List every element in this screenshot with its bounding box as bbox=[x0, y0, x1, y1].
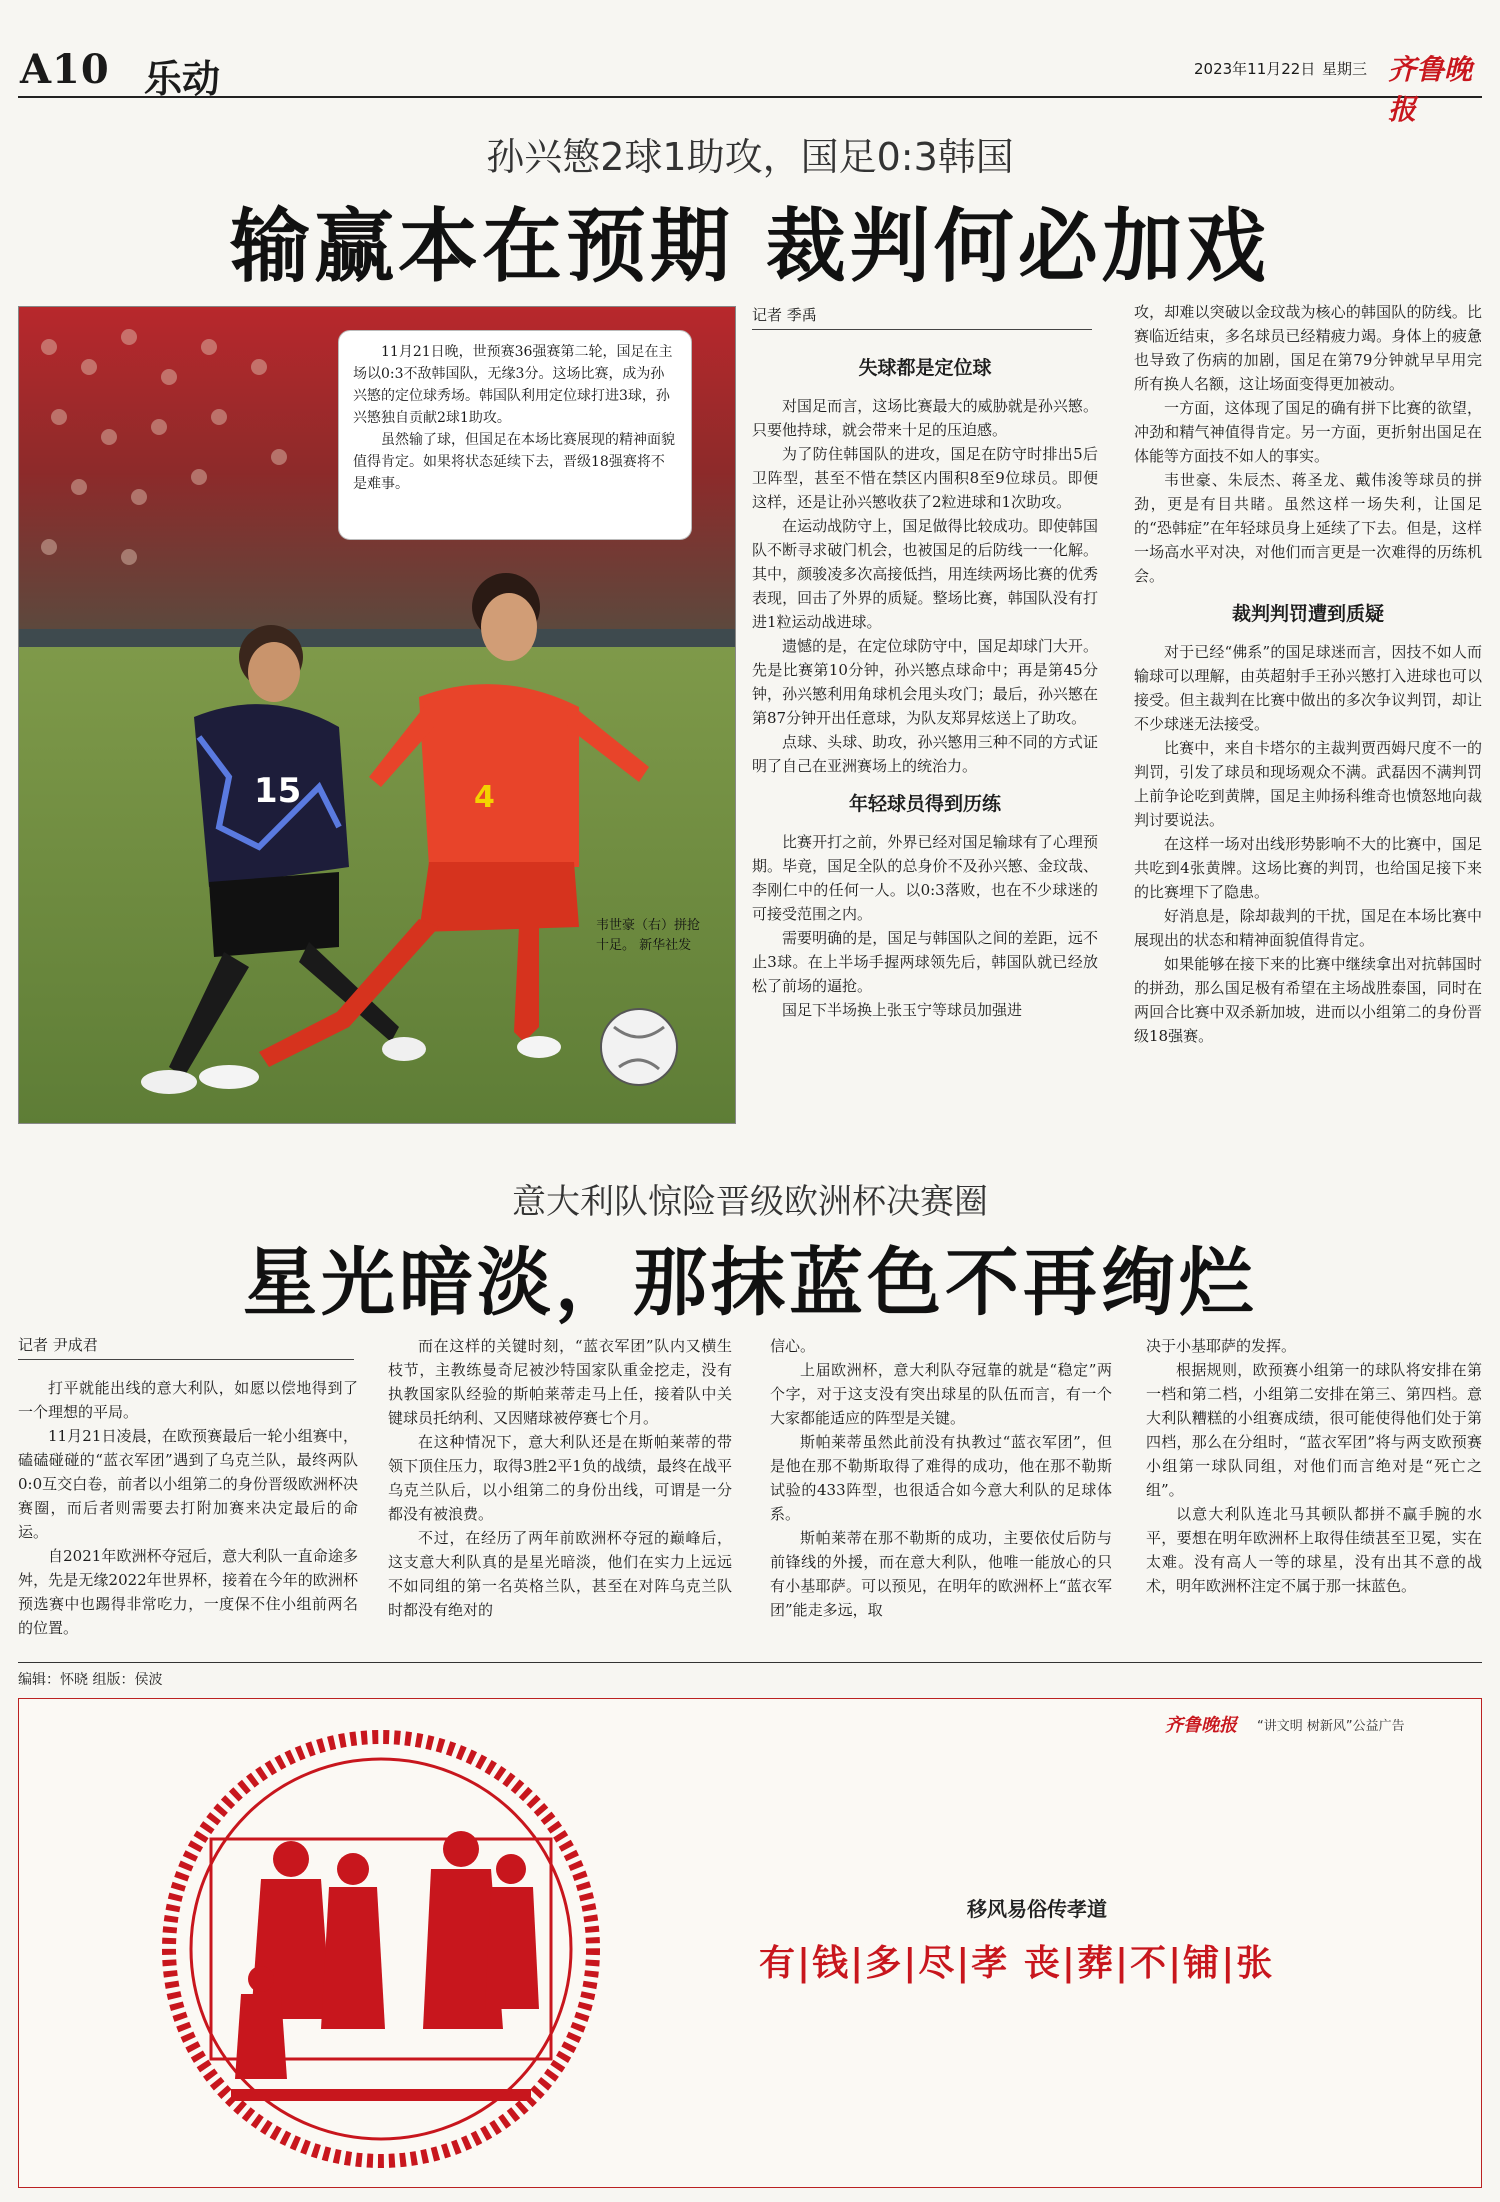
ad-tagline: “讲文明 树新风”公益广告 bbox=[1257, 1719, 1405, 1734]
article-paragraph: 不过，在经历了两年前欧洲杯夺冠的巅峰后，这支意大利队真的是星光暗淡，他们在实力上远远不如同组的第一名英格兰队，甚至在对阵乌克兰队时都没有绝对的 bbox=[388, 1529, 732, 1619]
story1-subhead: 孙兴慜2球1助攻，国足0:3韩国 bbox=[486, 135, 1014, 179]
article-paragraph: 需要明确的是，国足与韩国队之间的差距，远不止3球。在上半场手握两球领先后，韩国队就已经放松了前场的逼抢。 bbox=[752, 929, 1098, 995]
editor-credits: 编辑：怀晓 组版：侯波 bbox=[18, 1662, 1482, 1689]
masthead-logo: 齐鲁晚报 bbox=[1388, 53, 1473, 126]
article-paragraph: 打平就能出线的意大利队，如愿以偿地得到了一个理想的平局。 bbox=[18, 1379, 358, 1421]
issue-date: 2023年11月22日 bbox=[1194, 60, 1316, 78]
article-paragraph: 决于小基耶萨的发挥。 bbox=[1146, 1337, 1297, 1355]
ad-slogan: 有|钱|多|尽|孝 丧|葬|不|铺|张 bbox=[759, 1942, 1275, 1984]
ad-brand-logo: 齐鲁晚报 bbox=[1165, 1715, 1237, 1736]
article-paragraph: 在运动战防守上，国足做得比较成功。即使韩国队不断寻求破门机会，也被国足的后防线一一化解。其中，颜骏凌多次高接低挡，用连续两场比赛的优秀表现，回击了外界的质疑。整场比赛，韩国队没有打进1粒运动战进球。 bbox=[752, 517, 1098, 631]
article-paragraph: 韦世豪、朱辰杰、蒋圣龙、戴伟浚等球员的拼劲，更是有目共睹。虽然这样一场失利，让国足的“恐韩症”在年轻球员身上延续了下去。但是，这样一场高水平对决，对他们而言更是一次难得的历练机会。 bbox=[1134, 471, 1482, 585]
article-paragraph: 而在这样的关键时刻，“蓝衣军团”队内又横生枝节，主教练曼奇尼被沙特国家队重金挖走，没有执教国家队经验的斯帕莱蒂走马上任，接着队中关键球员托纳利、又因赌球被停赛七个月。 bbox=[388, 1337, 732, 1427]
article-paragraph: 好消息是，除却裁判的干扰，国足在本场比赛中展现出的状态和精神面貌值得肯定。 bbox=[1134, 907, 1482, 949]
story2-byline: 记者 尹成君 bbox=[18, 1334, 354, 1360]
article-paragraph: 上届欧洲杯，意大利队夺冠靠的就是“稳定”两个字，对于这支没有突出球星的队伍而言，有一个大家都能适应的阵型是关键。 bbox=[770, 1361, 1112, 1427]
article-paragraph: 以意大利队连北马其顿队都拼不赢手腕的水平，要想在明年欧洲杯上取得佳绩甚至卫冕，实在太难。没有高人一等的球星，没有出其不意的战术，明年欧洲杯注定不属于那一抹蓝色。 bbox=[1146, 1505, 1482, 1595]
section-heading: 裁判判罚遭到质疑 bbox=[1231, 603, 1384, 625]
story2-column-4 bbox=[1146, 1334, 1482, 1598]
article-paragraph: 遗憾的是，在定位球防守中，国足却球门大开。先是比赛第10分钟，孙兴慜点球命中；再是第45分钟，孙兴慜利用角球机会甩头攻门；最后，孙兴慜在第87分钟开出任意球，为队友郑昇炫送上了助攻。 bbox=[752, 637, 1098, 727]
svg-text:15: 15 bbox=[254, 771, 302, 811]
issue-weekday: 星期三 bbox=[1322, 60, 1368, 78]
story1-headline: 输赢本在预期 裁判何必加戏 bbox=[230, 199, 1270, 293]
page-number: A10 bbox=[20, 46, 110, 93]
photo-caption: 韦世豪（右）拼抢十足。 新华社发 bbox=[596, 918, 701, 953]
public-service-ad bbox=[18, 1698, 1482, 2188]
story2-column-3 bbox=[770, 1334, 1112, 1622]
article-paragraph: 国足下半场换上张玉宁等球员加强进 bbox=[782, 1001, 1023, 1019]
article-paragraph: 为了防住韩国队的进攻，国足在防守时排出5后卫阵型，甚至不惜在禁区内围积8至9位球员。即便这样，还是让孙兴慜收获了2粒进球和1次助攻。 bbox=[752, 445, 1098, 511]
article-paragraph: 比赛开打之前，外界已经对国足输球有了心理预期。毕竟，国足全队的总身价不及孙兴慜、金玟哉、李刚仁中的任何一人。以0:3落败，也在不少球迷的可接受范围之内。 bbox=[752, 833, 1098, 923]
story2-subhead: 意大利队惊险晋级欧洲杯决赛圈 bbox=[512, 1182, 988, 1222]
article-paragraph: 在这种情况下，意大利队还是在斯帕莱蒂的带领下顶住压力，取得3胜2平1负的战绩，最终在战平乌克兰队后，以小组第二的身份出线，可谓是一分都没有被浪费。 bbox=[388, 1433, 732, 1523]
summary-paragraph: 虽然输了球，但国足在本场比赛展现的精神面貌值得肯定。如果将状态延续下去，晋级18强赛将不是难事。 bbox=[353, 432, 675, 492]
article-paragraph: 如果能够在接下来的比赛中继续拿出对抗韩国时的拼劲，那么国足极有希望在主场战胜泰国，同时在两回合比赛中双杀新加坡，进而以小组第二的身份晋级18强赛。 bbox=[1134, 955, 1482, 1045]
story1-byline: 记者 季禹 bbox=[752, 304, 1092, 330]
papercut-family-illustration bbox=[141, 1729, 621, 2169]
section-name: 乐动 bbox=[144, 56, 221, 101]
section-heading: 年轻球员得到历练 bbox=[848, 793, 1001, 815]
story2-column-2 bbox=[388, 1334, 732, 1622]
article-paragraph: 斯帕莱蒂虽然此前没有执教过“蓝衣军团”，但是他在那不勒斯取得了难得的成功，他在那不勒斯试验的433阵型，也很适合如今意大利队的足球体系。 bbox=[770, 1433, 1112, 1523]
story1-column-1 bbox=[752, 342, 1098, 1022]
story2-column-1 bbox=[18, 1376, 358, 1640]
ad-title: 移风易俗传孝道 bbox=[967, 1897, 1107, 1921]
article-paragraph: 信心。 bbox=[770, 1337, 816, 1355]
article-paragraph: 比赛中，来自卡塔尔的主裁判贾西姆尺度不一的判罚，引发了球员和现场观众不满。武磊因不满判罚上前争论吃到黄牌，国足主帅扬科维奇也愤怒地向裁判讨要说法。 bbox=[1134, 739, 1482, 829]
photo-summary-box bbox=[338, 330, 692, 540]
page-header bbox=[18, 42, 1482, 126]
svg-text:4: 4 bbox=[474, 780, 495, 815]
story1-column-2 bbox=[1134, 300, 1482, 1048]
article-paragraph: 斯帕莱蒂在那不勒斯的成功，主要依仗后防与前锋线的外援，而在意大利队，他唯一能放心的只有小基耶萨。可以预见，在明年的欧洲杯上“蓝衣军团”能走多远，取 bbox=[770, 1529, 1112, 1619]
story2-headline: 星光暗淡，那抹蓝色不再绚烂 bbox=[243, 1240, 1257, 1326]
article-paragraph: 攻，却难以突破以金玟哉为核心的韩国队的防线。比赛临近结束，多名球员已经精疲力竭。身体上的疲惫也导致了伤病的加剧，国足在第79分钟就早早用完所有换人名额，这让场面变得更加被动。 bbox=[1134, 303, 1482, 393]
article-paragraph: 对于已经“佛系”的国足球迷而言，因技不如人而输球可以理解，由英超射手王孙兴慜打入进球也可以接受。但主裁判在比赛中做出的多次争议判罚，却让不少球迷无法接受。 bbox=[1134, 643, 1482, 733]
article-paragraph: 11月21日凌晨，在欧预赛最后一轮小组赛中，磕磕碰碰的“蓝衣军团”遇到了乌克兰队，最终两队0:0互交白卷，前者以小组第二的身份晋级欧洲杯决赛圈，而后者则需要去打附加赛来决定最后的命运。 bbox=[18, 1427, 358, 1541]
article-paragraph: 根据规则，欧预赛小组第一的球队将安排在第一档和第二档，小组第二安排在第三、第四档。意大利队糟糕的小组赛成绩，很可能使得他们处于第四档，那么在分组时，“蓝衣军团”将与两支欧预赛小组第一球队同组，对他们而言绝对是“死亡之组”。 bbox=[1146, 1361, 1482, 1499]
article-paragraph: 在这样一场对出线形势影响不大的比赛中，国足共吃到4张黄牌。这场比赛的判罚，也给国足接下来的比赛埋下了隐患。 bbox=[1134, 835, 1482, 901]
article-paragraph: 对国足而言，这场比赛最大的威胁就是孙兴慜。只要他持球，就会带来十足的压迫感。 bbox=[752, 397, 1098, 439]
section-heading: 失球都是定位球 bbox=[858, 357, 992, 379]
article-paragraph: 自2021年欧洲杯夺冠后，意大利队一直命途多舛，先是无缘2022年世界杯，接着在今年的欧洲杯预选赛中也踢得非常吃力，一度保不住小组前两名的位置。 bbox=[18, 1547, 358, 1637]
article-paragraph: 一方面，这体现了国足的确有拼下比赛的欲望，冲劲和精气神值得肯定。另一方面，更折射出国足在体能等方面技不如人的事实。 bbox=[1134, 399, 1482, 465]
article-paragraph: 点球、头球、助攻，孙兴慜用三种不同的方式证明了自己在亚洲赛场上的统治力。 bbox=[752, 733, 1098, 775]
summary-paragraph: 11月21日晚，世预赛36强赛第二轮，国足在主场以0:3不敌韩国队，无缘3分。这场比赛，成为孙兴慜的定位球秀场。韩国队利用定位球打进3球，孙兴慜独自贡献2球1助攻。 bbox=[353, 344, 673, 426]
